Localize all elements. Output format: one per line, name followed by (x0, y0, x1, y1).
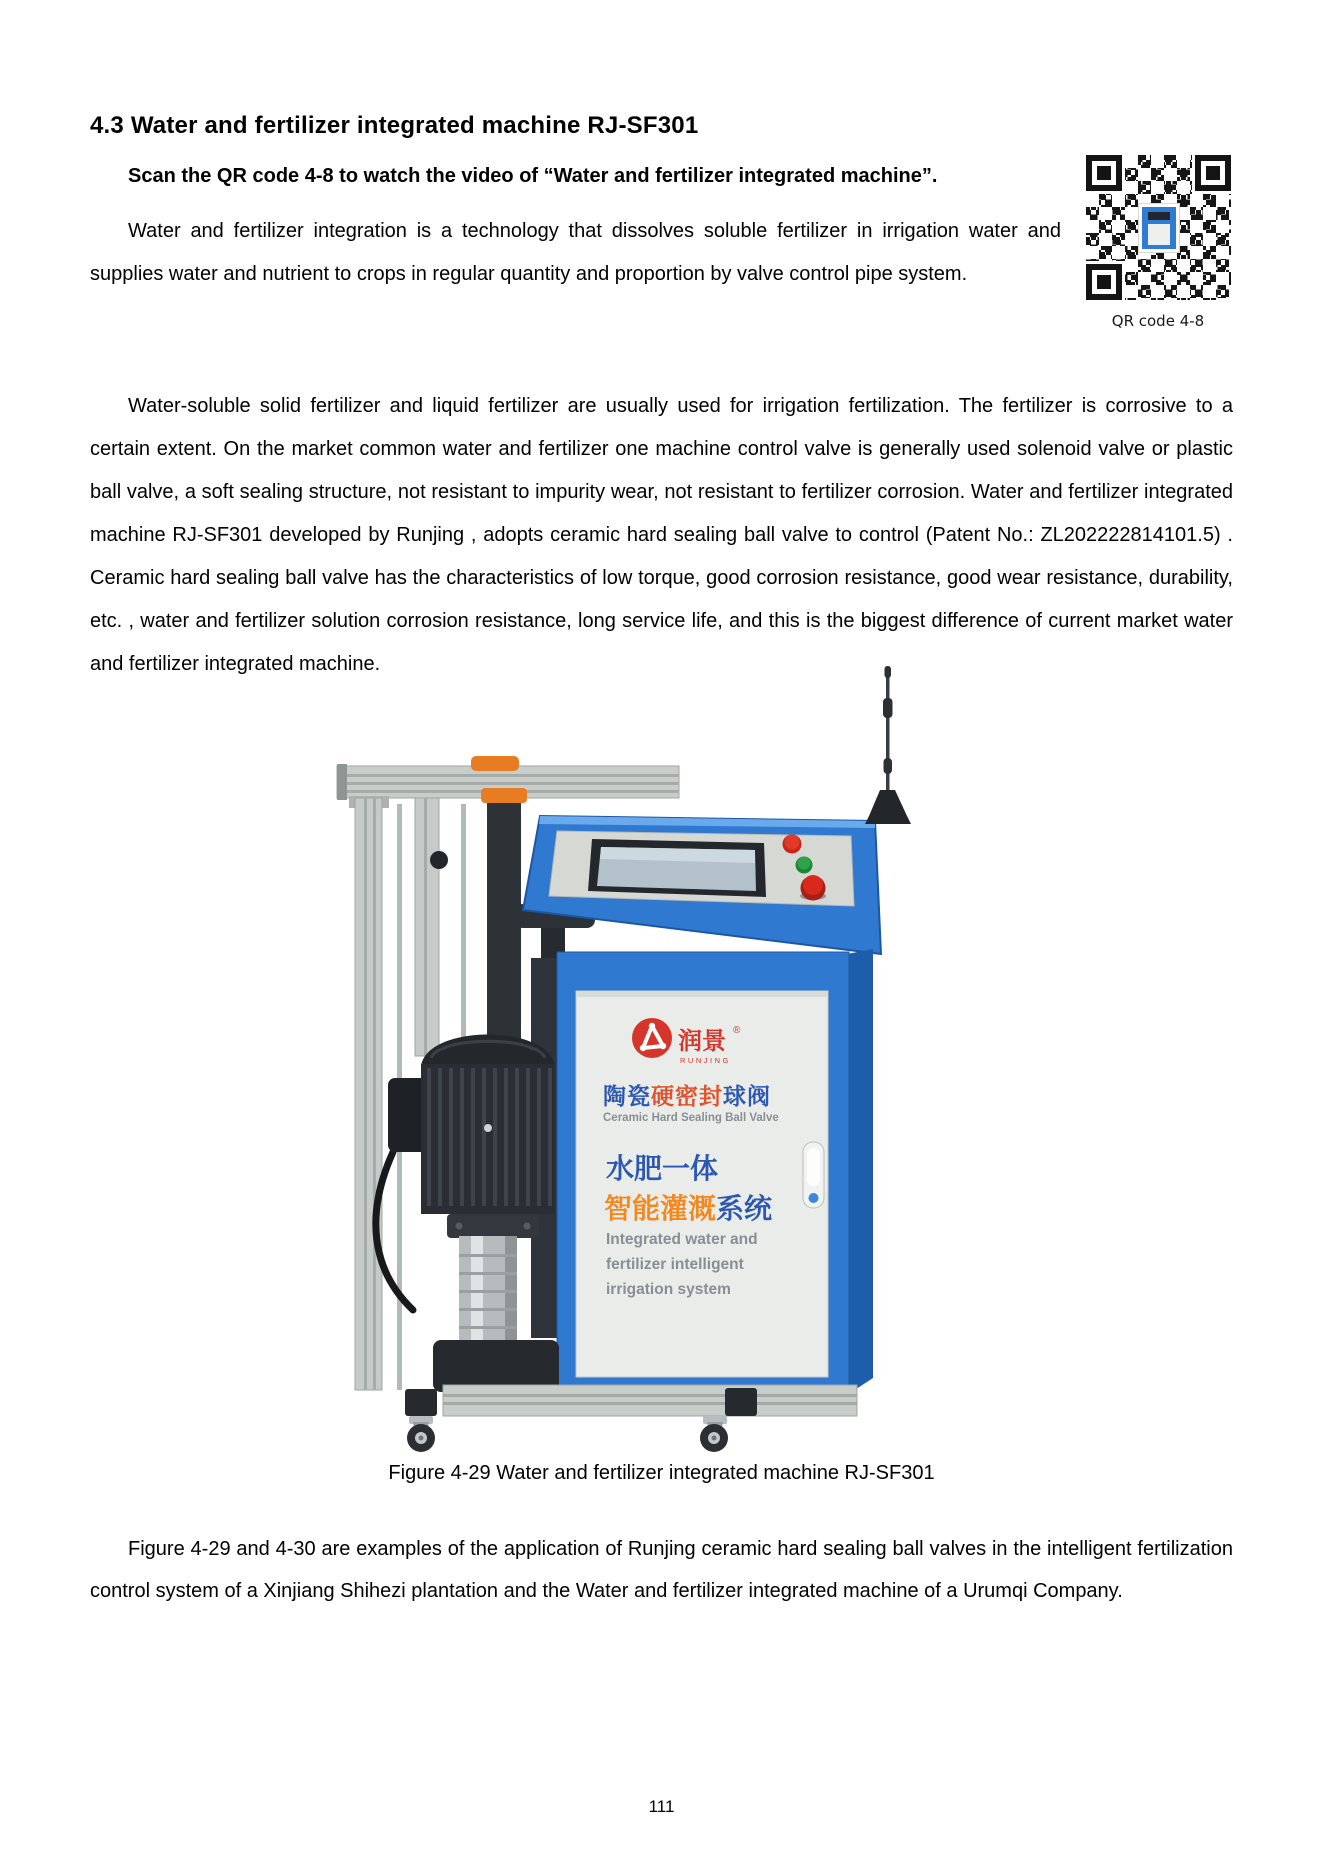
smart-irrigation-title: 智能灌溉系统 (604, 1193, 773, 1224)
pump-base (433, 1340, 559, 1392)
base-frame (405, 1385, 857, 1452)
figure-caption: Figure 4-29 Water and fertilizer integrated machine RJ-SF301 (388, 1462, 935, 1484)
intro-text-block (90, 155, 1233, 336)
qr-finder-top-left (1086, 155, 1122, 191)
caster-wheel-right (700, 1416, 728, 1452)
qr-center-machine-thumbnail (1139, 204, 1179, 252)
green-button (798, 857, 811, 870)
section-heading: 4.3 Water and fertilizer integrated machine RJ-SF301 (90, 112, 699, 139)
qr-code (1086, 155, 1231, 300)
thumbnail-screen (1148, 212, 1170, 220)
figure-4-29 (90, 658, 1233, 1458)
ceramic-valve-title-en: Ceramic Hard Sealing Ball Valve (603, 1112, 779, 1124)
caster-wheel-left (407, 1416, 435, 1452)
paragraph-scan-qr: Scan the QR code 4-8 to watch the video of “Water and fertilizer integrated machine”. (128, 165, 938, 187)
pump-assembly (376, 1035, 559, 1393)
paragraph-application-examples: Figure 4-29 and 4-30 are examples of the application of Runjing ceramic hard sealing ball valves in the intelligent fertilization control system of a Xinjiang Shihezi plantation and the Water and fertilizer integrated machine of a Urumqi Company. (90, 1538, 1233, 1602)
antenna (865, 666, 911, 824)
qr-caption: QR code 4-8 (1111, 312, 1205, 330)
red-button (785, 835, 800, 850)
logo-text-cn: 润景 (678, 1028, 726, 1055)
registered-mark: ® (733, 1025, 741, 1036)
qr-code-block (1083, 155, 1233, 330)
orange-handle (471, 756, 519, 771)
emergency-stop-button (803, 875, 823, 895)
english-subtitle-line3: irrigation system (606, 1281, 731, 1298)
thumbnail-panel (1148, 224, 1170, 245)
machine-photo (335, 658, 955, 1458)
qr-finder-bottom-left (1086, 264, 1122, 300)
paragraph-ball-valve-details: Water-soluble solid fertilizer and liquid fertilizer are usually used for irrigation fertilization. The fertilizer is corrosive to a certain extent. On the market common water and fertilizer one machine control valve is generally used solenoid valve or plastic ball valve, a soft sealing structure, not resistant to impurity wear, not resistant to fertilizer corrosion. Water and fertilizer integrated machine RJ-SF301 developed by Runjing , adopts ceramic hard sealing ball valve to control (Patent No.: ZL202222814101.5) . Ceramic hard sealing ball valve has the characteristics of low torque, good corrosion resistance, good wear resistance, durability, etc. , water and fertilizer solution corrosion resistance, long service life, and this is the biggest difference of current market water and fertilizer integrated machine. (90, 395, 1233, 675)
orange-pipe-collar (481, 788, 527, 803)
qr-finder-top-right (1195, 155, 1231, 191)
english-subtitle-line1: Integrated water and (606, 1231, 758, 1248)
logo-text-en: RUNJING (680, 1056, 731, 1065)
english-subtitle-line2: fertilizer intelligent (606, 1256, 744, 1273)
ceramic-valve-title-cn: 陶瓷硬密封球阀 (603, 1083, 771, 1109)
control-console (523, 816, 881, 954)
page-number: 111 (648, 1797, 675, 1816)
paragraph-water-fertilizer-integration: Water and fertilizer integration is a technology that dissolves soluble fertilizer in irrigation water and supplies water and nutrient to crops in regular quantity and proportion by valve control pipe system. (90, 220, 1061, 285)
water-fertilizer-title: 水肥一体 (606, 1153, 719, 1184)
